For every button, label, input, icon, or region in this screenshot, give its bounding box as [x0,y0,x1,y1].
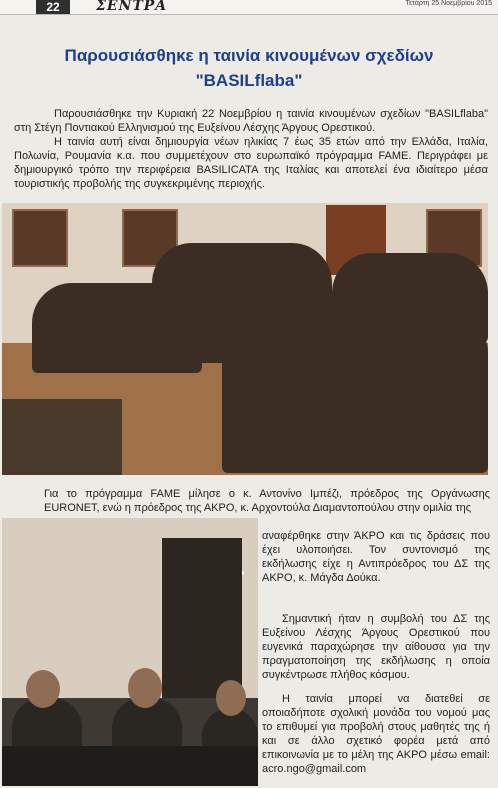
audience-group [332,253,488,343]
article-column-text-1: αναφέρθηκε στην ΆΚΡΟ και τις δράσεις που έχει υλοποιήσει. Τον συντονισμό της εκδήλωσης είχε η Αντιπρόεδρος του ΔΣ της ΑΚΡΟ, κ. Μάγδα Δούκα. [262,530,490,584]
audience-photo [2,203,488,475]
article-paragraph-2: Η ταινία αυτή είναι δημιουργία νέων ηλικίας 7 έως 35 ετών από την Ελλάδα, Ιταλία, Πολωνία, Ρουμανία κ.α. που συμμετέχουν στο ευρωπαϊκό πρόγραμμα FAME. Περιγράφει με δημιουργικό τρόπο την περιφέρεια BASILICATA της Ιταλίας και αποτελεί ένα ιδιαίτερο μέσα τουριστικής προβολής της συγκεκριμένης περιοχής. [14,136,488,190]
photo-window [12,209,68,267]
newspaper-masthead: ΣΕΝΤΡΑ [96,0,168,14]
speaker-head [26,670,60,708]
article-column-text-3: Η ταινία μπορεί να διατεθεί σε οποιαδήποτε σχολική μονάδα του νομού μας το επιθυμεί για προβολή στους μαθητές της ή και σε άλλο σχετικό φορέα μετά από επικοινωνία με το μέλη της ΑΚΡΟ μέσω email: acro.ngo@gmail.com [262,693,490,775]
photo-rug [2,399,122,475]
speaker-head [216,680,246,716]
article-title-line1: Παρουσιάσθηκε η ταινία κινουμένων σχεδίων [64,46,434,65]
article-paragraph-1: Παρουσιάσθηκε την Κυριακή 22 Νοεμβρίου η ταινία κινουμένων σχεδίων "BASILflaba" στη Στέγη Ποντιακού Ελληνισμού της Ευξείνου Λέσχης Άργους Ορεστικού. [14,108,488,134]
photo-door [162,538,242,698]
speakers-photo [2,518,258,786]
speaker-head [128,668,162,708]
speakers-table [2,746,258,786]
article-column-text-2: Σημαντική ήταν η συμβολή του ΔΣ της Ευξείνου Λέσχης Άργους Ορεστικού που ευγενικά παραχώρησε την αίθουσα για την πραγματοποίηση της εκδήλωσης η οποία συγκέντρωσε πλήθος κόσμου. [262,613,490,681]
article-paragraph-3: Για το πρόγραμμα FAME μίλησε ο κ. Αντονίνο Ιμπέζι, πρόεδρος της Οργάνωσης EURONET, ενώ η πρόεδρος της ΑΚΡΟ, κ. Αρχοντούλα Διαμαντοπούλου στην ομιλία της [44,488,490,514]
page-number: 22 [36,0,70,14]
page-header [0,0,498,15]
article-title-line2: "BASILflaba" [195,71,303,90]
issue-date: Τετάρτη 25 Νοεμβρίου 2015 [405,0,492,7]
